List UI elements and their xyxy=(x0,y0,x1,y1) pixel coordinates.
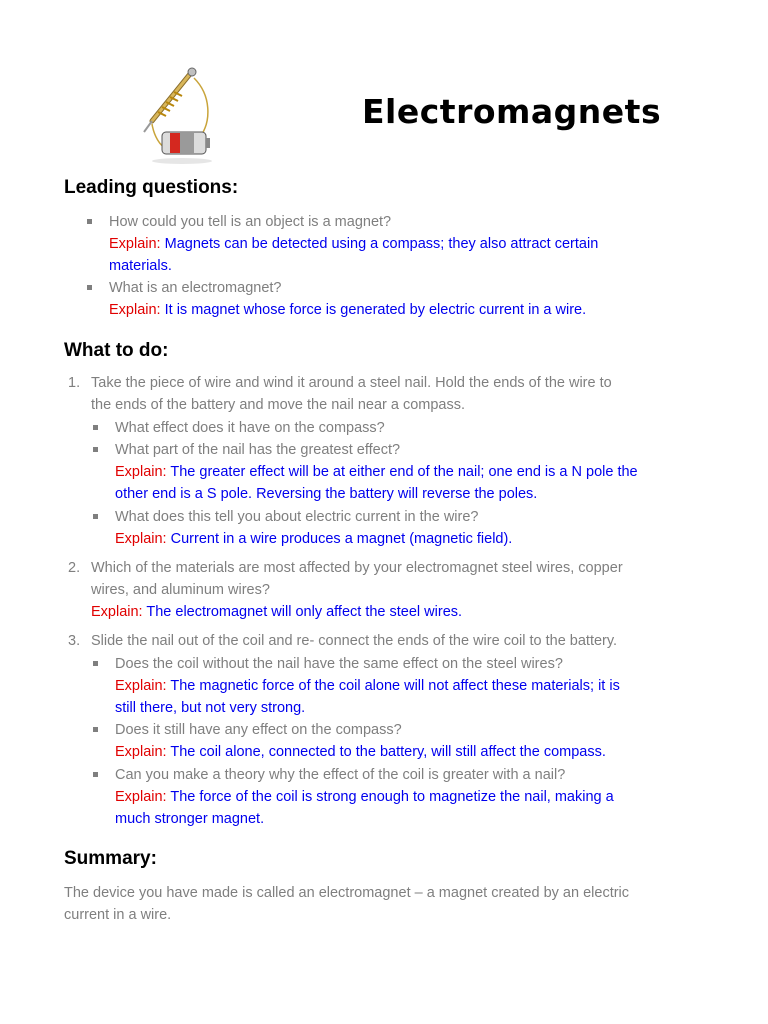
leading-question-1: How could you tell is an object is a magnet? Explain: Magnets can be detected using a compass; they also attract certain materials. xyxy=(109,211,709,278)
summary-text: The device you have made is called an electromagnet – a magnet created by an electric current in a wire. xyxy=(64,885,630,924)
step-1-bullet-1: What effect does it have on the compass? xyxy=(115,417,715,439)
bullet-square-icon xyxy=(93,661,98,666)
step-3: 3. Slide the nail out of the coil and re- connect the ends of the wire coil to the battery. xyxy=(68,633,618,649)
step-3-bullet-2: Does it still have any effect on the compass? Explain: The coil alone, connected to the battery, will still affect the compass. xyxy=(115,719,715,763)
bullet-square-icon xyxy=(87,285,92,290)
leading-questions-heading: Leading questions: xyxy=(64,177,239,198)
what-to-do-heading: What to do: xyxy=(64,340,169,361)
bullet-square-icon xyxy=(93,425,98,430)
step-3-bullet-3: Can you make a theory why the effect of the coil is greater with a nail? Explain: The force of the coil is strong enough to magnetize the nail, making a much stronger magnet. xyxy=(115,764,715,831)
step-1-bullet-3: What does this tell you about electric current in the wire? Explain: Current in a wire produces a magnet (magnetic field). xyxy=(115,506,715,550)
bullet-square-icon xyxy=(93,727,98,732)
step-3-bullet-1: Does the coil without the nail have the same effect on the steel wires? Explain: The magnetic force of the coil alone will not affect these materials; it is still there, but not very strong. xyxy=(115,653,715,720)
bullet-square-icon xyxy=(93,514,98,519)
summary-heading: Summary: xyxy=(64,848,157,869)
step-2: 2. Which of the materials are most affected by your electromagnet steel wires, copper wires, and aluminum wires? Explain: The electromagnet will only affect the steel wires. xyxy=(68,560,623,621)
leading-question-2: What is an electromagnet? Explain: It is magnet whose force is generated by electric current in a wire. xyxy=(109,277,709,321)
page-title: Electromagnets xyxy=(362,92,662,131)
bullet-square-icon xyxy=(93,772,98,777)
bullet-square-icon xyxy=(87,219,92,224)
battery-coil-nail-icon xyxy=(132,66,222,166)
step-1-bullet-2: What part of the nail has the greatest effect? Explain: The greater effect will be at either end of the nail; one end is a N pole the other end is a S pole. Reversing the battery will reverse the poles. xyxy=(115,439,715,506)
bullet-square-icon xyxy=(93,447,98,452)
step-1: 1. Take the piece of wire and wind it around a steel nail. Hold the ends of the wire to the ends of the battery and move the nail near a compass. xyxy=(68,375,612,414)
